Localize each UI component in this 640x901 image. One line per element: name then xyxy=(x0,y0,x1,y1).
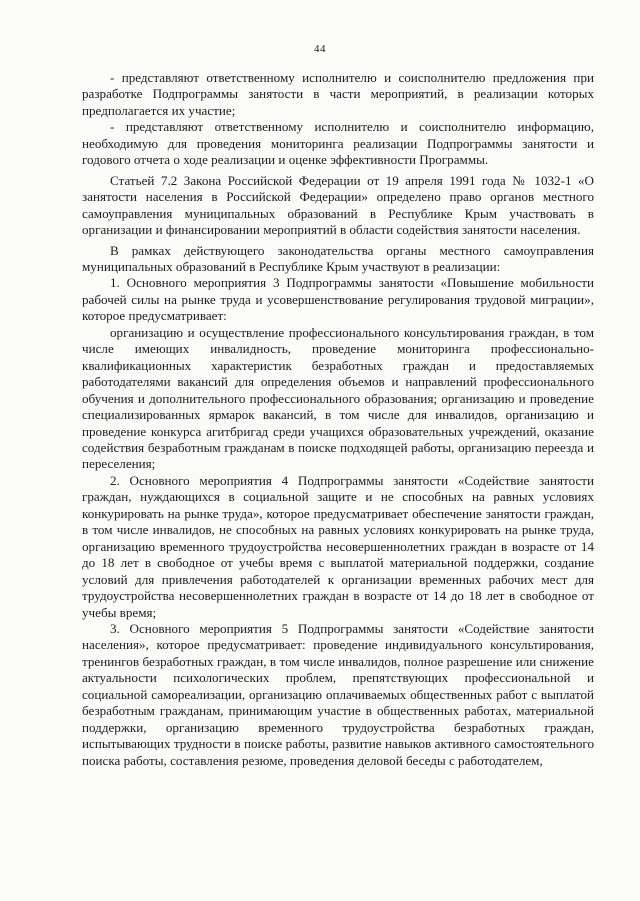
paragraph-article-7-2: Статьей 7.2 Закона Российской Федерации от 19 апреля 1991 года № 1032-1 «О занятости населения в Российской Федерации» определено право органов местного самоуправления муниципальных образований в Республике Крым участвовать в организации и финансировании мероприятий в области содействия занятости населения. xyxy=(82,172,594,238)
list-item-3: 3. Основного мероприятия 5 Подпрограммы занятости «Содействие занятости населения», которое предусматривает: проведение индивидуального консультирования, тренингов безработных граждан, в том числе инвалидов, полное разрешение или снижение актуальности психологических проблем, препятствующих профессиональной и социальной самореализации, организацию оплачиваемых общественных работ с выплатой безработным гражданам, принимающим участие в общественных работах, материальной поддержки, организацию временного трудоустройства безработных граждан, испытывающих трудности в поиске работы, развитие навыков активного самостоятельного поиска работы, составления резюме, проведения деловой беседы с работодателем, xyxy=(82,620,594,768)
list-item-2: 2. Основного мероприятия 4 Подпрограммы занятости «Содействие занятости граждан, нуждающихся в социальной защите и не способных на равных условиях конкурировать на рынке труда», которое предусматривает обеспечение занятости граждан, в том числе инвалидов, не способных на равных условиях конкурировать на рынке труда, организацию временного трудоустройства несовершеннолетних граждан в возрасте от 14 до 18 лет в свободное от учебы время с выплатой материальной поддержки, создание условий для привлечения работодателей к организации временных рабочих мест для трудоустройства несовершеннолетних граждан в возрасте от 14 до 18 лет в свободное от учебы время; xyxy=(82,472,594,620)
paragraph-information: - представляют ответственному исполнителю и соисполнителю информацию, необходимую для проведения мониторинга реализации Подпрограммы занятости и годового отчета о ходе реализации и оценке эффективности Программы. xyxy=(82,119,594,168)
list-item-1-details: организацию и осуществление профессионального консультирования граждан, в том числе имеющих инвалидность, проведение мониторинга профессионально-квалификационных характеристик безработных граждан и предоставляемых работодателями вакансий для определения объемов и направлений профессионального обучения и дополнительного профессионального образования; организацию и проведение специализированных ярмарок вакансий, в том числе для инвалидов, организацию и проведение конкурса агитбригад среди учащихся образовательных учреждений, оказание содействия безработным гражданам в поиске подходящей работы, организацию переезда и переселения; xyxy=(82,324,594,472)
paragraph-legislation-framework: В рамках действующего законодательства органы местного самоуправления муниципальных образований в Республике Крым участвуют в реализации: xyxy=(82,242,594,274)
paragraph-proposals: - представляют ответственному исполнителю и соисполнителю предложения при разработке Подпрограммы занятости в части мероприятий, в реализации которых предполагается их участие; xyxy=(82,70,594,118)
list-item-1: 1. Основного мероприятия 3 Подпрограммы занятости «Повышение мобильности рабочей силы на рынке труда и усовершенствование регулирования трудовой миграции», которое предусматривает: xyxy=(82,275,594,324)
page-number: 44 xyxy=(314,43,326,55)
document-body xyxy=(82,70,594,769)
